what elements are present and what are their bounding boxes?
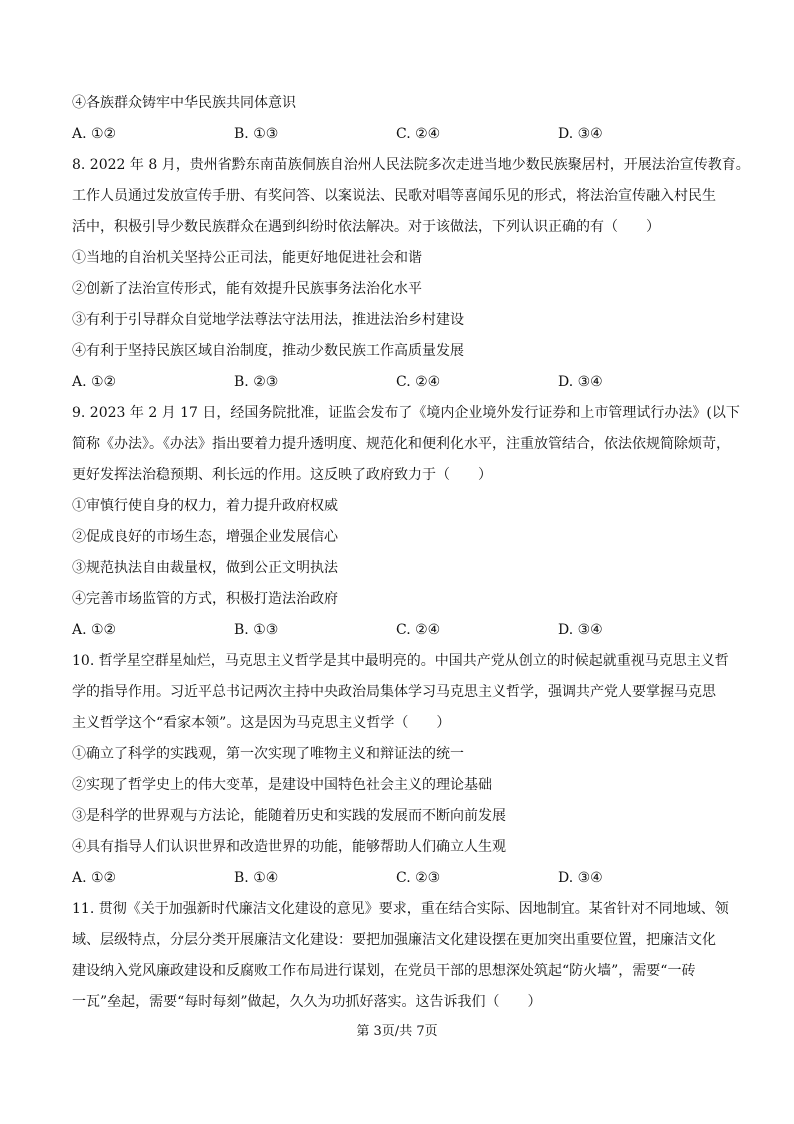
q9-option-d[interactable]: D. ③④: [558, 622, 603, 638]
q9-option-a[interactable]: A. ①②: [72, 622, 117, 638]
q11-stem-line-1: 11. 贯彻《关于加强新时代廉洁文化建设的意见》要求，重在结合实际、因地制宜。某省针对不同地域、领: [72, 901, 729, 917]
q9-item-2: ②促成良好的市场生态，增强企业发展信心: [72, 529, 338, 545]
q8-item-1: ①当地的自治机关坚持公正司法，能更好地促进社会和谐: [72, 250, 422, 266]
q8-option-c[interactable]: C. ②④: [396, 374, 441, 390]
q8-stem-line-3: 活中，积极引导少数民族群众在遇到纠纷时依法解决。对于该做法，下列认识正确的有（ ）: [72, 219, 660, 235]
q8-stem-line-2: 工作人员通过发放宣传手册、有奖问答、以案说法、民歌对唱等喜闻乐见的形式，将法治宣传融入村民生: [72, 188, 716, 204]
q7-option-c[interactable]: C. ②④: [396, 126, 441, 142]
q9-option-b[interactable]: B. ①③: [234, 622, 279, 638]
q11-stem-line-2: 域、层级特点，分层分类开展廉洁文化建设：要把加强廉洁文化建设摆在更加突出重要位置，把廉洁文化: [72, 932, 716, 948]
q10-stem-line-1: 10. 哲学星空群星灿烂，马克思主义哲学是其中最明亮的。中国共产党从创立的时候起就重视马克思主义哲: [72, 653, 729, 669]
q9-stem-line-2: 简称《办法》。《办法》指出要着力提升透明度、规范化和便利化水平，注重放管结合，依法依规简除烦苛，: [72, 436, 730, 452]
q9-stem-line-3: 更好发挥法治稳预期、利长远的作用。这反映了政府致力于（ ）: [72, 467, 492, 483]
q8-item-2: ②创新了法治宣传形式，能有效提升民族事务法治化水平: [72, 281, 422, 297]
q7-item-4: ④各族群众铸牢中华民族共同体意识: [72, 95, 296, 111]
q9-option-c[interactable]: C. ②④: [396, 622, 441, 638]
q10-item-4: ④具有指导人们认识世界和改造世界的功能，能够帮助人们确立人生观: [72, 839, 506, 855]
q9-options: [72, 615, 732, 646]
q10-item-1: ①确立了科学的实践观，第一次实现了唯物主义和辩证法的统一: [72, 746, 464, 762]
q11-stem-line-4: 一瓦”垒起，需要“每时每刻”做起，久久为功抓好落实。这告诉我们（ ）: [72, 994, 542, 1010]
question-8: [72, 150, 750, 398]
q8-option-b[interactable]: B. ②③: [234, 374, 279, 390]
q7-option-a[interactable]: A. ①②: [72, 126, 117, 142]
q9-item-1: ①审慎行使自身的权力，着力提升政府权威: [72, 498, 338, 514]
q9-stem-line-1: 9. 2023 年 2 月 17 日，经国务院批准，证监会发布了《境内企业境外发行证券和上市管理试行办法》(以下: [72, 405, 740, 421]
page-footer: [0, 1022, 794, 1042]
q8-item-3: ③有利于引导群众自觉地学法尊法守法用法，推进法治乡村建设: [72, 312, 464, 328]
q8-option-d[interactable]: D. ③④: [558, 374, 603, 390]
q8-options: [72, 367, 732, 398]
q7-options: [72, 119, 732, 150]
q10-option-d[interactable]: D. ③④: [558, 870, 603, 886]
q8-option-a[interactable]: A. ①②: [72, 374, 117, 390]
q9-item-4: ④完善市场监管的方式，积极打造法治政府: [72, 591, 338, 607]
question-11: [72, 894, 732, 1018]
q10-stem-line-2: 学的指导作用。习近平总书记两次主持中央政治局集体学习马克思主义哲学，强调共产党人要掌握马克思: [72, 684, 716, 700]
exam-page: [72, 88, 750, 1018]
q8-stem-line-1: 8. 2022 年 8 月，贵州省黔东南苗族侗族自治州人民法院多次走进当地少数民族聚居村，开展法治宣传教育。: [72, 157, 750, 173]
page-number-label: 第 3页/共 7页: [356, 1024, 438, 1039]
q10-option-a[interactable]: A. ①②: [72, 870, 117, 886]
q10-stem-line-3: 主义哲学这个“看家本领”。这是因为马克思主义哲学（ ）: [72, 715, 451, 731]
q9-item-3: ③规范执法自由裁量权，做到公正文明执法: [72, 560, 338, 576]
q10-option-b[interactable]: B. ①④: [234, 870, 279, 886]
question-10: [72, 646, 732, 894]
q10-item-2: ②实现了哲学史上的伟大变革，是建设中国特色社会主义的理论基础: [72, 777, 492, 793]
q11-stem-line-3: 建设纳入党风廉政建设和反腐败工作布局进行谋划，在党员干部的思想深处筑起“防火墙”，需要“一砖: [72, 963, 696, 979]
q7-option-d[interactable]: D. ③④: [558, 126, 603, 142]
q10-options: [72, 863, 732, 894]
q10-option-c[interactable]: C. ②③: [396, 870, 441, 886]
question-9: [72, 398, 740, 646]
q10-item-3: ③是科学的世界观与方法论，能随着历史和实践的发展而不断向前发展: [72, 808, 506, 824]
q7-option-b[interactable]: B. ①③: [234, 126, 279, 142]
q8-item-4: ④有利于坚持民族区域自治制度，推动少数民族工作高质量发展: [72, 343, 464, 359]
